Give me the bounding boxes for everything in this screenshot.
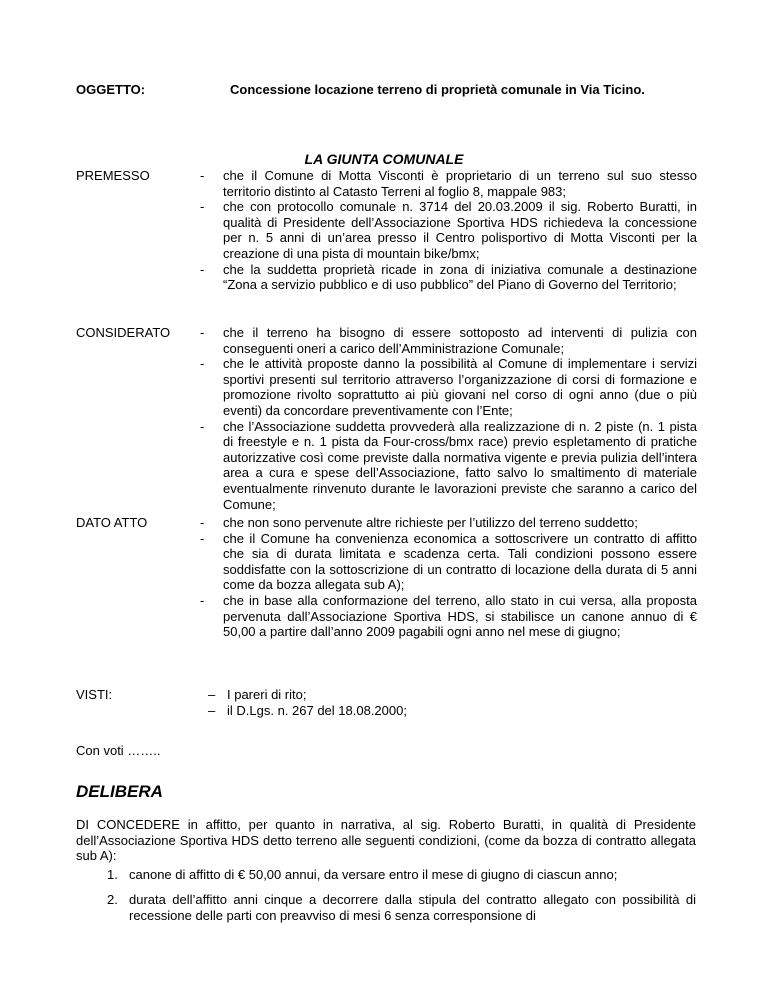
list-item: – I pareri di rito;	[208, 687, 307, 702]
list-item: - che l’Associazione suddetta provvederà alla realizzazione di n. 2 piste (n. 1 pista di freestyle e n. 1 pista da Four-cross/bmx race) previo espletamento di pratiche autorizzative così come previste dalla normativa vigente e previa pulizia dell’intera area a cura e spese dell’Associazione, fatto salvo lo smaltimento di materiale eventualmente rinvenuto durante le lavorazioni previste che saranno a carico del Comune;	[200, 418, 697, 512]
dash-bullet: -	[200, 325, 205, 340]
subject-label: OGGETTO:	[76, 82, 146, 97]
dash-bullet: –	[208, 702, 216, 718]
numbered-item	[107, 892, 696, 923]
dash-bullet: -	[200, 418, 205, 434]
premesso-list	[200, 168, 697, 293]
dato-atto-list	[200, 515, 697, 640]
dash-bullet: -	[200, 592, 205, 608]
list-item: – il D.Lgs. n. 267 del 18.08.2000;	[208, 702, 407, 718]
item-text: canone di affitto di € 50,00 annui, da versare entro il mese di giugno di ciascun anno;	[129, 867, 618, 882]
list-item: - che il Comune di Motta Visconti è proprietario di un terreno sul suo stesso territorio distinto al Catasto Terreni al foglio 8, mappale 983;	[200, 168, 697, 199]
list-item: - che in base alla conformazione del terreno, allo stato in cui versa, alla proposta pervenuta dall’Associazione Sportiva HDS, si stabilisce un canone annuo di € 50,00 a partire dall’anno 2009 pagabili ogni anno nel mese di giugno;	[200, 592, 697, 640]
delibera-intro: DI CONCEDERE in affitto, per quanto in narrativa, al sig. Roberto Buratti, in qualità di Presidente dell’Associazione Sportiva HDS detto terreno alle seguenti condizioni, (come da bozza di contratto allegata sub A):	[76, 817, 696, 864]
visti-list	[208, 687, 688, 718]
item-number: 2.	[107, 892, 118, 907]
considerato-label: CONSIDERATO	[76, 325, 171, 340]
item-number: 1.	[107, 867, 118, 882]
list-item: - che il Comune ha convenienza economica a sottoscrivere un contratto di affitto che sia di durata limitata e scadenza certa. Tali condizioni possono essere soddisfatte con la sottoscrizione di un contratto di locazione della durata di 5 anni come da bozza allegata sub A);	[200, 530, 697, 593]
dash-bullet: -	[200, 515, 205, 530]
item-text: durata dell’affitto anni cinque a decorrere dalla stipula del contratto allegato con possibilità di recessione delle parti con preavviso di mesi 6 senza corresponsione di	[129, 892, 696, 923]
subject-text: Concessione locazione terreno di proprietà comunale in Via Ticino.	[230, 82, 645, 97]
considerato-list	[200, 325, 697, 512]
dato-atto-label: DATO ATTO	[76, 515, 148, 530]
voting-line: Con voti ……..	[76, 743, 161, 758]
delibera-heading: DELIBERA	[76, 782, 163, 801]
premesso-label: PREMESSO	[76, 168, 150, 183]
dash-bullet: -	[200, 168, 205, 183]
list-item: - che le attività proposte danno la possibilità al Comune di implementare i servizi sportivi presenti sul territorio attraverso l’organizzazione di corsi di formazione e promozione rivolto soprattutto ai più giovani nel corso di ogni anno (due o più eventi) da concordare preventivamente con l’Ente;	[200, 356, 697, 418]
list-item: - che non sono pervenute altre richieste per l’utilizzo del terreno suddetto;	[200, 515, 638, 530]
visti-label: VISTI:	[76, 687, 113, 702]
numbered-item	[107, 867, 696, 883]
council-heading: LA GIUNTA COMUNALE	[304, 151, 464, 167]
list-item: - che con protocollo comunale n. 3714 del 20.03.2009 il sig. Roberto Buratti, in qualità di Presidente dell’Associazione Sportiva HDS richiedeva la concessione per n. 5 anni di un’area presso il Centro polisportivo di Motta Visconti per la creazione di una pista di mountain bike/bmx;	[200, 199, 697, 261]
dash-bullet: –	[208, 687, 216, 702]
list-item: - che il terreno ha bisogno di essere sottoposto ad interventi di pulizia con conseguenti oneri a carico dell’Amministrazione Comunale;	[200, 325, 697, 356]
list-item: - che la suddetta proprietà ricade in zona di iniziativa comunale a destinazione “Zona a servizio pubblico e di uso pubblico” del Piano di Governo del Territorio;	[200, 261, 697, 293]
dash-bullet: -	[200, 199, 205, 215]
dash-bullet: -	[200, 356, 205, 372]
dash-bullet: -	[200, 530, 205, 546]
dash-bullet: -	[200, 261, 205, 277]
